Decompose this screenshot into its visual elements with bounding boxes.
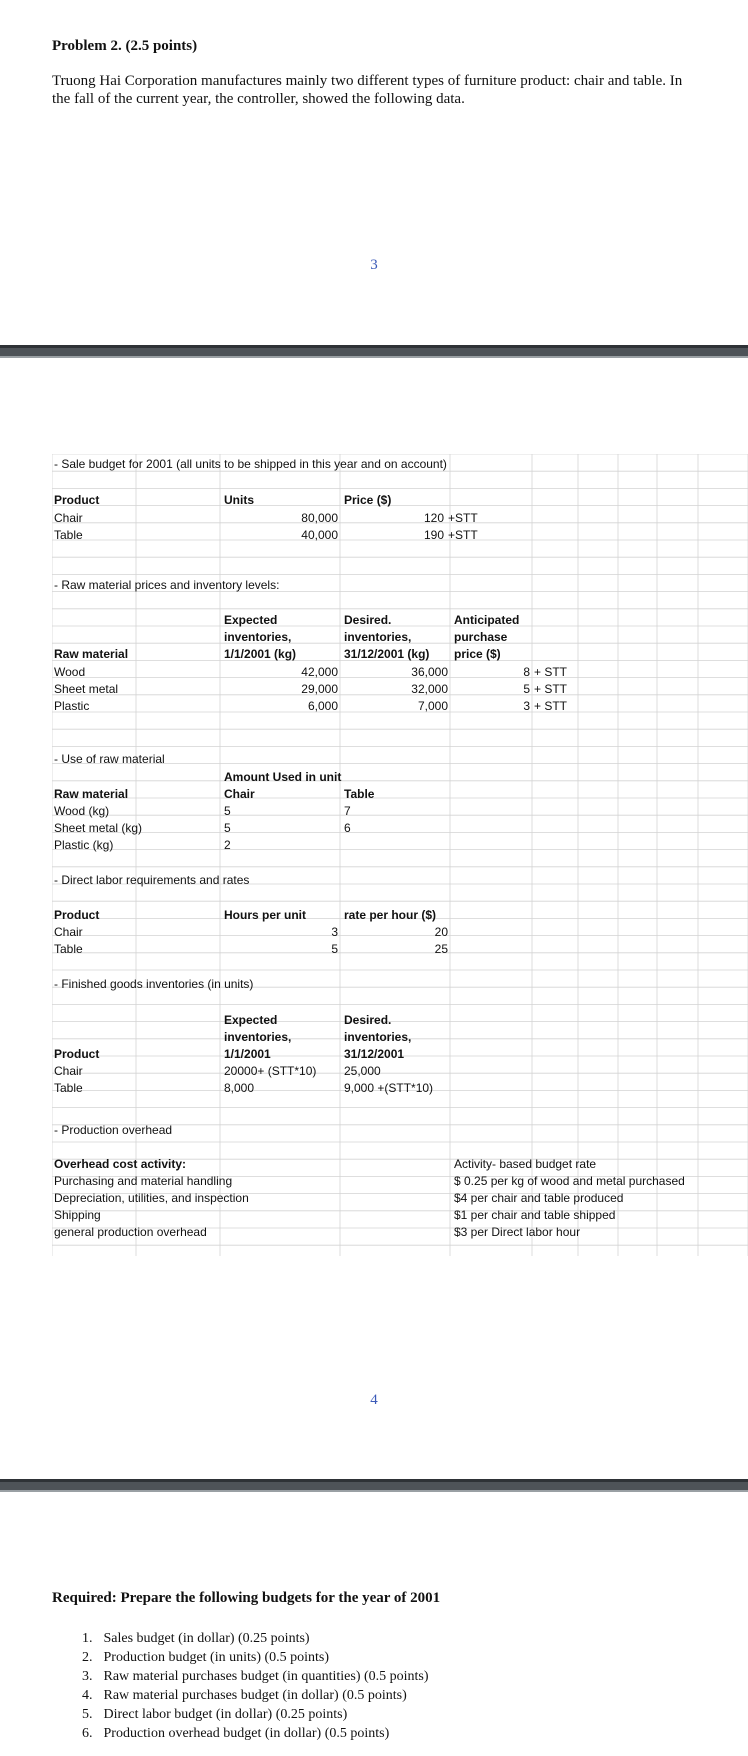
- fg-header-product: Product: [54, 1047, 100, 1061]
- labor-row-hours: 3: [331, 925, 338, 939]
- required-item: 3. Raw material purchases budget (in quantities) (0.5 points): [82, 1669, 429, 1684]
- required-item: 4. Raw material purchases budget (in dollar) (0.5 points): [82, 1688, 407, 1703]
- fg-header-desired: Desired.: [344, 1013, 392, 1027]
- sales-header-units: Units: [224, 493, 254, 507]
- raw-prices-header-desired: inventories,: [344, 630, 412, 644]
- sales-header-product: Product: [54, 493, 100, 507]
- overhead-activity-header: Overhead cost activity:: [54, 1157, 187, 1171]
- raw-use-row-material: Sheet metal (kg): [54, 821, 143, 835]
- overhead-activity: general production overhead: [54, 1225, 207, 1239]
- raw-prices-header-expected: Expected: [224, 613, 278, 627]
- labor-row-hours: 5: [331, 942, 338, 956]
- overhead-activity: Purchasing and material handling: [54, 1174, 233, 1188]
- sales-row-price: 120: [423, 511, 444, 525]
- raw-prices-row-expected: 29,000: [301, 682, 338, 696]
- raw-prices-row-material: Plastic: [54, 699, 90, 713]
- raw-use-row-table: 6: [344, 821, 351, 835]
- problem-intro: Truong Hai Corporation manufactures mainly two different types of furniture product: chair and table. In the fall of the current year, the controller, showed the following data.: [52, 73, 683, 107]
- fg-header-desired: inventories,: [344, 1030, 412, 1044]
- overhead-activity: Shipping: [54, 1208, 101, 1222]
- required-item: 2. Production budget (in units) (0.5 points): [82, 1650, 330, 1665]
- raw-prices-header-expected: inventories,: [224, 630, 292, 644]
- spreadsheet-data: [52, 454, 748, 1256]
- raw-use-header-table: Table: [344, 787, 375, 801]
- fg-header-desired: 31/12/2001: [344, 1047, 405, 1061]
- raw-prices-header-price: purchase: [454, 630, 508, 644]
- fg-header-expected: Expected: [224, 1013, 278, 1027]
- labor-header-hours: Hours per unit: [224, 908, 307, 922]
- labor-row-rate: 25: [434, 942, 448, 956]
- raw-prices-header-desired: 31/12/2001 (kg): [344, 647, 430, 661]
- raw-prices-row-material: Sheet metal: [54, 682, 119, 696]
- fg-row-expected: 20000+ (STT*10): [224, 1064, 317, 1078]
- sales-header-price: Price ($): [344, 493, 392, 507]
- sales-budget-heading: - Sale budget for 2001 (all units to be shipped in this year and on account): [54, 457, 447, 471]
- raw-use-row-material: Plastic (kg): [54, 838, 114, 852]
- sales-row-units: 40,000: [301, 528, 338, 542]
- fg-row-desired: 25,000: [344, 1064, 381, 1078]
- overhead-rate: $4 per chair and table produced: [454, 1191, 624, 1205]
- overhead-rate: $ 0.25 per kg of wood and metal purchased: [454, 1174, 685, 1188]
- raw-prices-row-desired: 32,000: [411, 682, 448, 696]
- required-item: 1. Sales budget (in dollar) (0.25 points): [82, 1631, 310, 1646]
- raw-prices-header-expected: 1/1/2001 (kg): [224, 647, 297, 661]
- sales-row-note: +STT: [448, 511, 478, 525]
- labor-row-rate: 20: [434, 925, 448, 939]
- overhead-rate-header: Activity- based budget rate: [454, 1157, 597, 1171]
- fg-row-desired: 9,000 +(STT*10): [344, 1081, 434, 1095]
- raw-prices-row-price: 3: [523, 699, 530, 713]
- raw-prices-header-desired: Desired.: [344, 613, 392, 627]
- labor-heading: - Direct labor requirements and rates: [54, 873, 250, 887]
- raw-use-heading: - Use of raw material: [54, 752, 165, 766]
- finished-goods-heading: - Finished goods inventories (in units): [54, 977, 254, 991]
- page-number: 3: [370, 257, 378, 273]
- page-separator: [0, 345, 748, 358]
- problem-title: Problem 2. (2.5 points): [52, 38, 198, 54]
- raw-prices-row-desired: 7,000: [417, 699, 448, 713]
- raw-prices-row-note: + STT: [534, 682, 568, 696]
- fg-row-product: Table: [54, 1081, 83, 1095]
- raw-use-header-chair: Chair: [224, 787, 255, 801]
- raw-prices-header-price: price ($): [454, 647, 501, 661]
- raw-use-row-chair: 5: [224, 804, 231, 818]
- sales-row-price: 190: [423, 528, 444, 542]
- raw-use-header-material: Raw material: [54, 787, 129, 801]
- raw-prices-header-material: Raw material: [54, 647, 129, 661]
- sales-row-product: Table: [54, 528, 83, 542]
- raw-prices-row-desired: 36,000: [411, 665, 448, 679]
- required-item: 6. Production overhead budget (in dollar) (0.5 points): [82, 1726, 390, 1741]
- fg-row-expected: 8,000: [224, 1081, 255, 1095]
- overhead-heading: - Production overhead: [54, 1123, 173, 1137]
- raw-use-row-table: 7: [344, 804, 351, 818]
- raw-prices-row-price: 8: [523, 665, 530, 679]
- labor-header-product: Product: [54, 908, 100, 922]
- sales-row-note: +STT: [448, 528, 478, 542]
- overhead-rate: $3 per Direct labor hour: [454, 1225, 581, 1239]
- labor-header-rate: rate per hour ($): [344, 908, 437, 922]
- raw-use-group-header: Amount Used in unit: [224, 770, 342, 784]
- overhead-activity: Depreciation, utilities, and inspection: [54, 1191, 249, 1205]
- raw-use-row-chair: 5: [224, 821, 231, 835]
- raw-use-row-chair: 2: [224, 838, 231, 852]
- fg-header-expected: inventories,: [224, 1030, 292, 1044]
- raw-use-row-material: Wood (kg): [54, 804, 110, 818]
- labor-row-product: Table: [54, 942, 83, 956]
- raw-prices-row-material: Wood: [54, 665, 86, 679]
- page-separator: [0, 1479, 748, 1492]
- raw-prices-row-expected: 6,000: [307, 699, 338, 713]
- labor-row-product: Chair: [54, 925, 83, 939]
- raw-prices-header-price: Anticipated: [454, 613, 520, 627]
- raw-prices-heading: - Raw material prices and inventory levels:: [54, 578, 280, 592]
- required-item: 5. Direct labor budget (in dollar) (0.25 points): [82, 1707, 348, 1722]
- raw-prices-row-note: + STT: [534, 665, 568, 679]
- fg-header-expected: 1/1/2001: [224, 1047, 271, 1061]
- page-number: 4: [370, 1392, 378, 1408]
- overhead-rate: $1 per chair and table shipped: [454, 1208, 616, 1222]
- sales-row-product: Chair: [54, 511, 83, 525]
- fg-row-product: Chair: [54, 1064, 83, 1078]
- required-heading: Required: Prepare the following budgets for the year of 2001: [52, 1590, 441, 1606]
- sales-row-units: 80,000: [301, 511, 338, 525]
- required-list: [82, 1629, 429, 1743]
- raw-prices-row-expected: 42,000: [301, 665, 338, 679]
- raw-prices-row-note: + STT: [534, 699, 568, 713]
- raw-prices-row-price: 5: [523, 682, 530, 696]
